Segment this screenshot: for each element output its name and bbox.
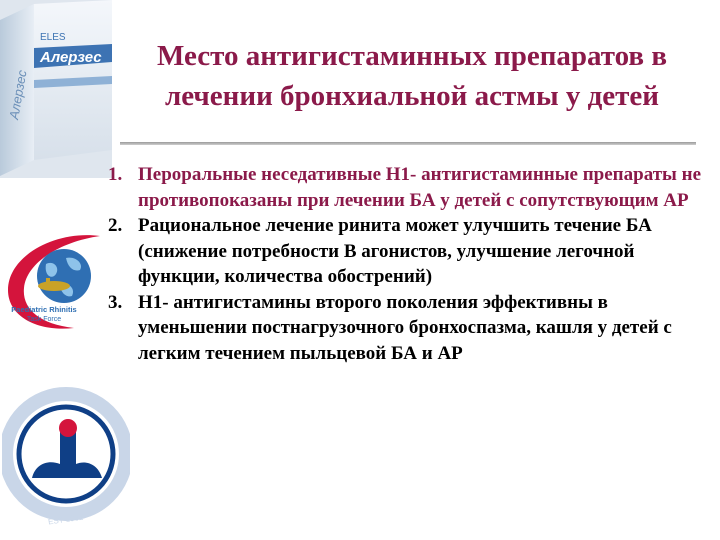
paediatric-rhinitis-logo xyxy=(0,228,112,338)
list-item-text: Рациональное лечение ринита может улучшить течение БА (снижение потребности В агонистов, улучшение легочной функции, количества обострений) xyxy=(138,215,652,287)
slide-title: Место антигистаминных препаратов в лечении бронхиальной астмы у детей xyxy=(157,40,667,112)
product-brand-text: Алерзес xyxy=(40,49,102,66)
seal-caption: EST 1962 xyxy=(47,512,84,527)
society-seal-logo xyxy=(2,382,130,532)
list-item-number: 1. xyxy=(108,164,123,185)
list-item xyxy=(108,162,708,213)
seal-red-dot-icon xyxy=(59,419,77,437)
rhinitis-logo-line2: Task Force xyxy=(26,316,62,323)
list-item xyxy=(108,290,708,367)
globe-icon xyxy=(37,249,91,303)
points-list xyxy=(108,162,708,366)
list-item xyxy=(108,213,708,290)
product-maker-text: ELES xyxy=(40,32,66,43)
list-item-text: Н1- антигистамины второго поколения эффективны в уменьшении постнагрузочного бронхоспазма, кашля у детей с легким течением пыльцевой БА и АР xyxy=(138,291,672,364)
product-box-image xyxy=(0,0,112,178)
list-item-text: Пероральные неседативные Н1- антигистаминные препараты не противопоказаны при лечении БА у детей с сопутствующим АР xyxy=(138,164,701,211)
product-brand-side-text: Алерзес xyxy=(6,68,30,121)
list-item-number: 3. xyxy=(108,291,123,313)
title-divider xyxy=(120,142,696,145)
list-item-number: 2. xyxy=(108,215,123,236)
rhinitis-logo-line1: Paediatric Rhinitis xyxy=(11,305,77,314)
